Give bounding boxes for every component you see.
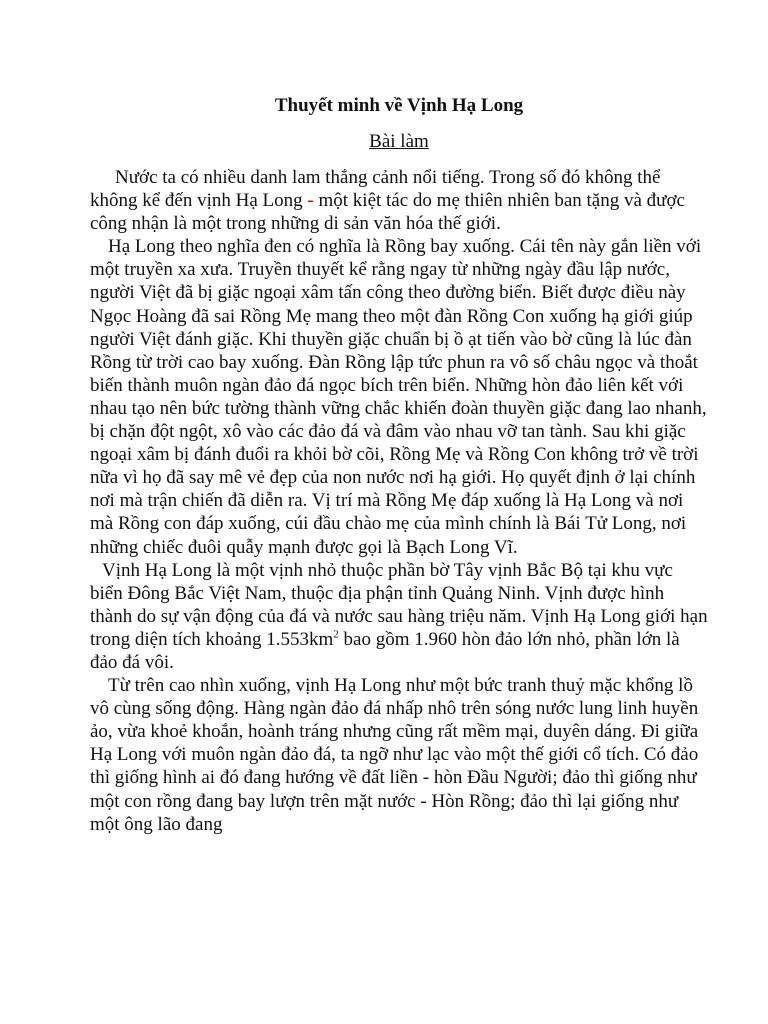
paragraph-intro-text-a: Nước ta có nhiều danh lam thắng cảnh nổi tiếng. Trong số đó không thể không kể đến vịnh Hạ Long <box>90 167 661 212</box>
paragraph-geography-text-b: bao gồm 1.960 hòn đảo lớn nhỏ, phần lớn là đảo đá vôi. <box>90 628 680 673</box>
paragraph-geography-text-a: Vịnh Hạ Long là một vịnh nhỏ thuộc phần bờ Tây vịnh Bắc Bộ tại khu vực biển Đông Bắc Việt Nam, thuộc địa phận tỉnh Quảng Ninh. Vịnh được hình thành do sự vận động của đá và nước sau hàng triệu năm. Vịnh Hạ Long giới hạn trong diện tích khoảng 1.553km <box>90 559 708 650</box>
red-dash: - <box>307 190 314 212</box>
area-superscript: 2 <box>333 628 339 641</box>
paragraph-scenery: Từ trên cao nhìn xuống, vịnh Hạ Long như một bức tranh thuỷ mặc khổng lồ vô cùng sống động. Hàng ngàn đảo đá nhấp nhô trên sóng nước lung linh huyền ảo, vừa khoẻ khoắn, hoành tráng nhưng cũng rất mềm mại, duyên dáng. Đi giữa Hạ Long với muôn ngàn đảo đá, ta ngỡ như lạc vào một thế giới cổ tích. Có đảo thì giống hình ai đó đang hướng về đất liền - hòn Đầu Người; đảo thì giống như một con rồng đang bay lượn trên mặt nước - Hòn Rồng; đảo thì lại giống như một ông lão đang <box>90 675 699 835</box>
paragraph-legend: Hạ Long theo nghĩa đen có nghĩa là Rồng bay xuống. Cái tên này gắn liền với một truyền xa xưa. Truyền thuyết kể rằng ngay từ những ngày đầu lập nước, người Việt đã bị giặc ngoại xâm tấn công theo đường biển. Biết được điều này Ngọc Hoàng đã sai Rồng Mẹ mang theo một đàn Rồng Con xuống hạ giới giúp người Việt đánh giặc. Khi thuyền giặc chuẩn bị ồ ạt tiến vào bờ cũng là lúc đàn Rồng từ trời cao bay xuống. Đàn Rồng lập tức phun ra vô số châu ngọc và thoắt biến thành muôn ngàn đảo đá ngọc bích trên biển. Những hòn đảo liên kết với nhau tạo nên bức tường thành vững chắc khiến đoàn thuyền giặc đang lao nhanh, bị chặn đột ngột, xô vào các đảo đá và đâm vào nhau vỡ tan tành. Sau khi giặc ngoại xâm bị đánh đuổi ra khỏi bờ cõi, Rồng Mẹ và Rồng Con không trở về trời nữa vì họ đã say mê vẻ đẹp của non nước nơi hạ giới. Họ quyết định ở lại chính nơi mà trận chiến đã diễn ra. Vị trí mà Rồng Mẹ đáp xuống là Hạ Long và nơi mà Rồng con đáp xuống, cúi đầu chào mẹ của mình chính là Bái Tử Long, nơi những chiếc đuôi quẫy mạnh được gọi là Bạch Long Vĩ. <box>90 236 707 558</box>
paragraph-geography <box>90 559 708 674</box>
document-subtitle: Bài làm <box>369 131 429 152</box>
paragraph-intro-text-b: một kiệt tác do mẹ thiên nhiên ban tặng và được công nhận là một trong những di sản văn hóa thế giới. <box>90 190 685 235</box>
paragraph-intro <box>90 166 708 235</box>
document-title: Thuyết minh về Vịnh Hạ Long <box>274 95 524 116</box>
